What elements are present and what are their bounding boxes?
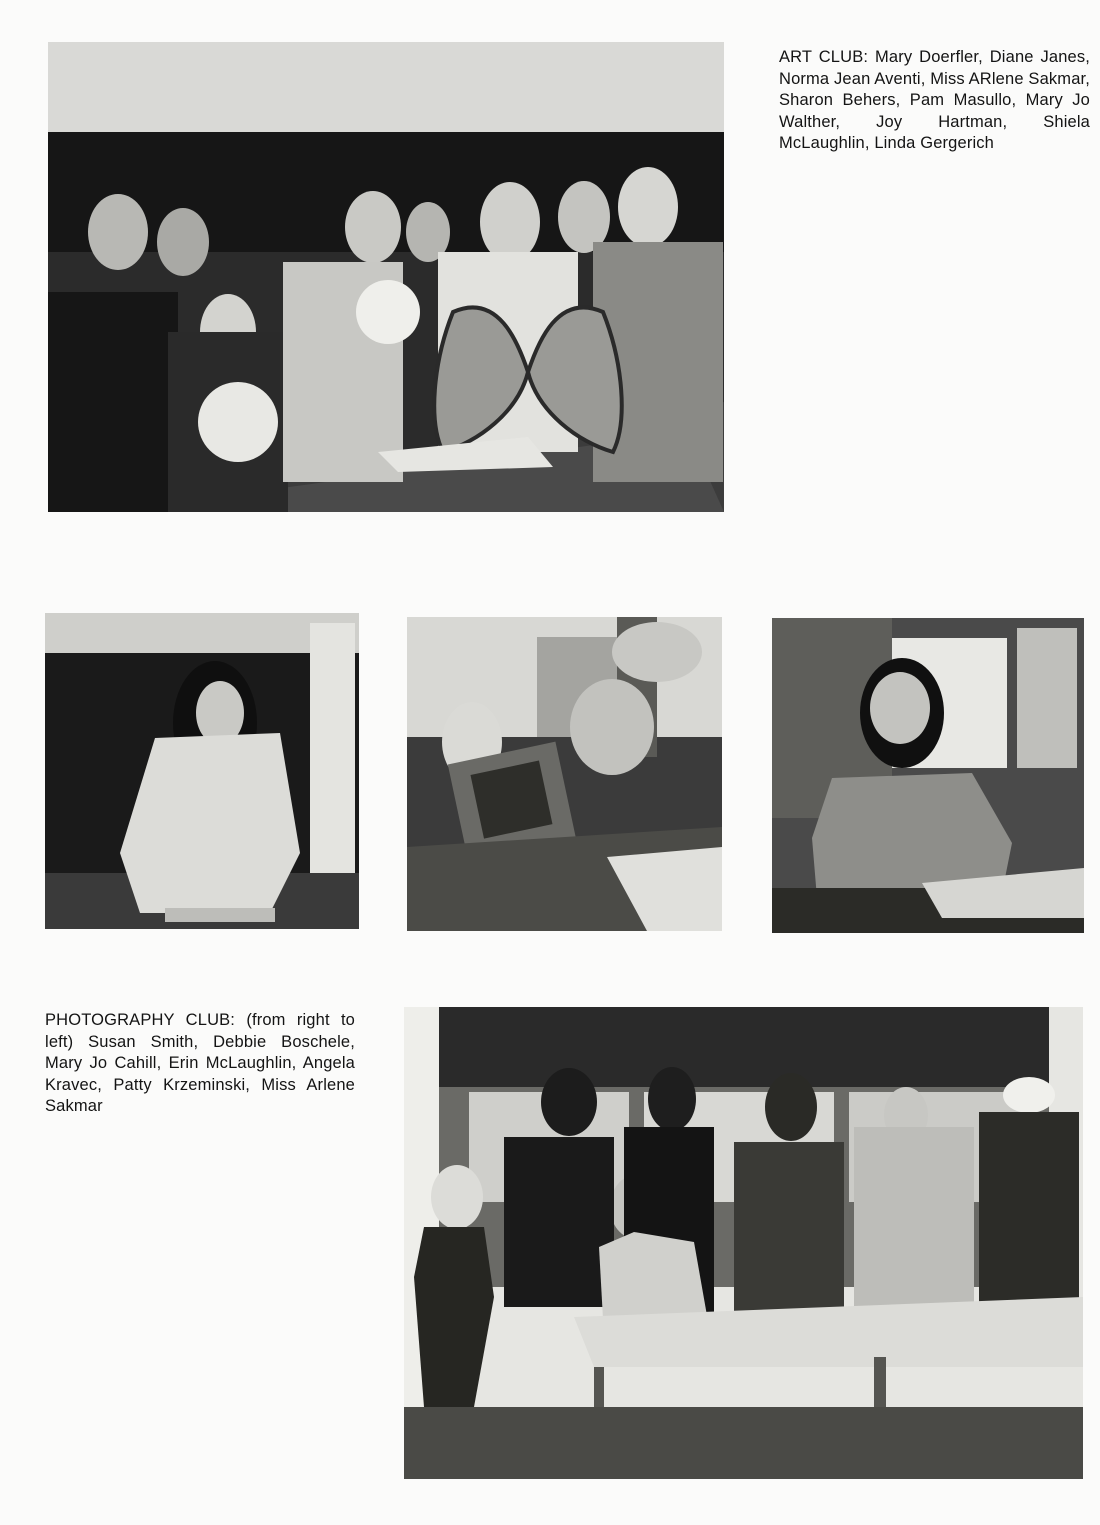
- art-club-photo-students-with-frame: [407, 617, 722, 931]
- photography-club-caption: [45, 1010, 355, 1118]
- art-club-photo-student-at-easel: [45, 613, 359, 929]
- photography-club-members: (from right to left) Susan Smith, Debbie Boschele, Mary Jo Cahill, Erin McLaughlin, Angela Kravec, Patty Krzeminski, Miss Arlene Sakmar: [45, 1011, 356, 1115]
- art-club-photo-laughing-student: [772, 618, 1084, 933]
- art-club-caption: [779, 47, 1090, 155]
- art-club-members: Mary Doerfler, Diane Janes, Norma Jean Aventi, Miss ARlene Sakmar, Sharon Behers, Pam Masullo, Mary Jo Walther, Joy Hartman, Shiela McLaughlin, Linda Gergerich: [779, 48, 1090, 152]
- photography-club-group-photo: [404, 1007, 1083, 1479]
- art-club-group-photo: [48, 42, 724, 512]
- photography-club-heading: PHOTOGRAPHY CLUB:: [45, 1011, 236, 1029]
- art-club-heading: ART CLUB:: [779, 48, 869, 66]
